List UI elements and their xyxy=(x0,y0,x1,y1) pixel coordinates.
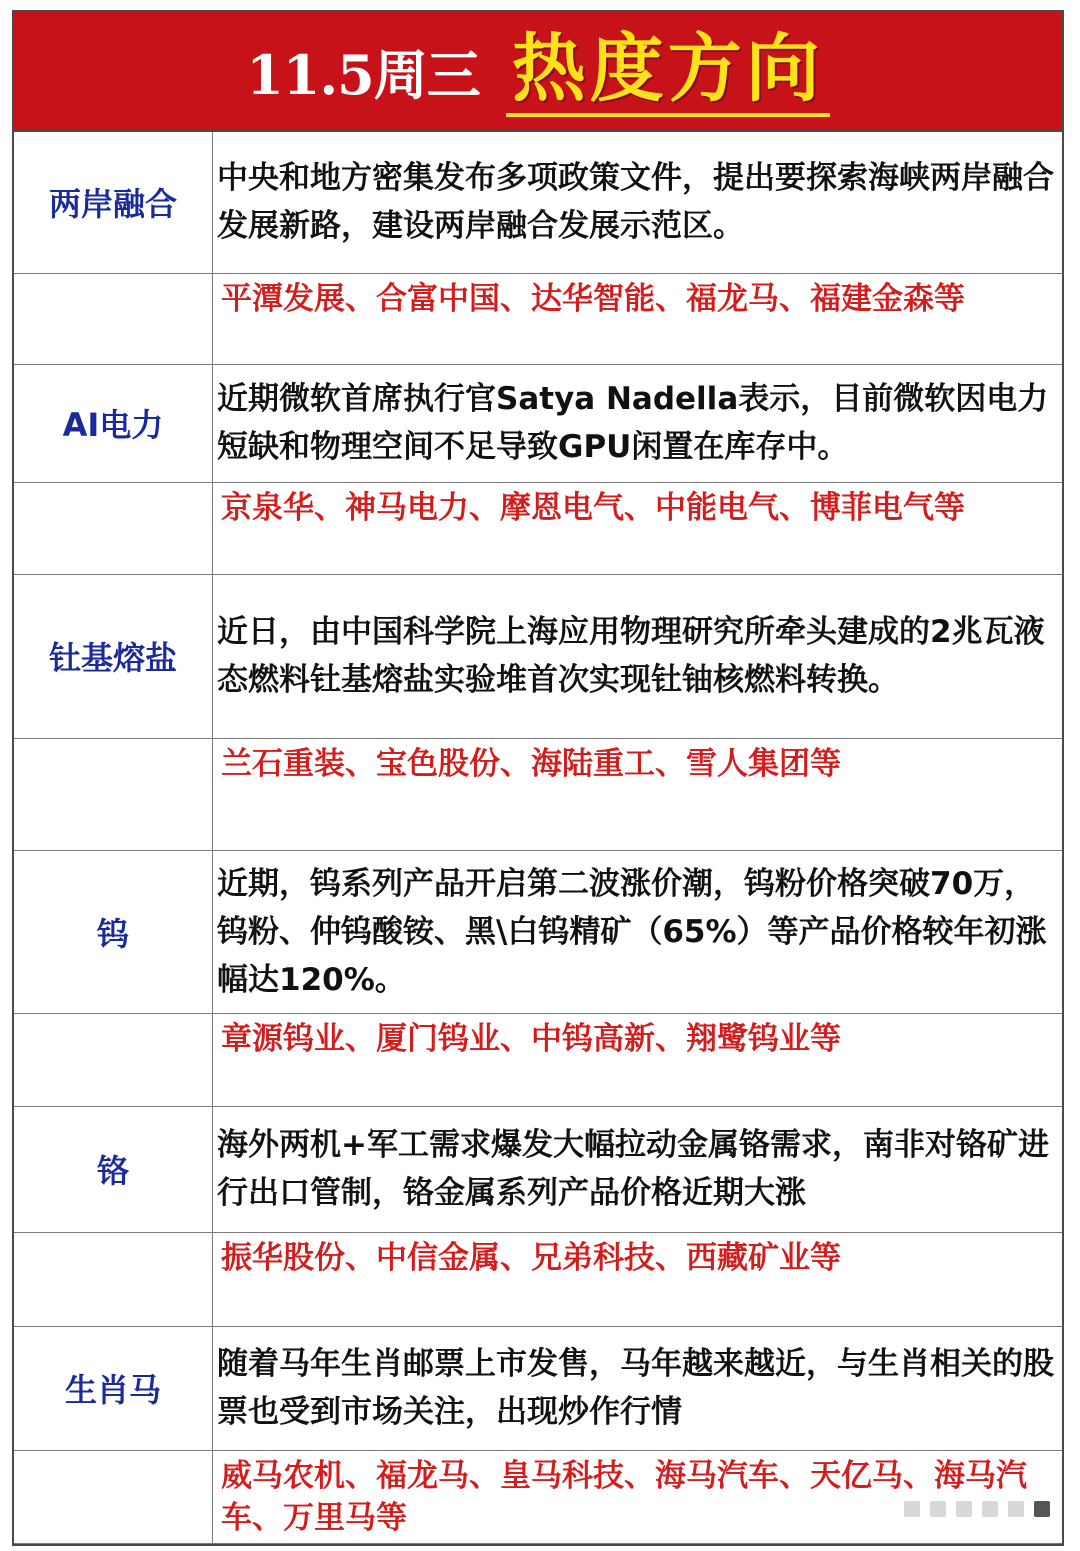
sector-row-desc xyxy=(14,132,1062,273)
watermark xyxy=(904,1501,1050,1517)
sector-row-desc xyxy=(14,850,1062,1013)
header-date: 11.5周三 xyxy=(246,42,480,107)
sector-description: 海外两机+军工需求爆发大幅拉动金属铬需求，南非对铬矿进行出口管制，铬金属系列产品价格近期大涨 xyxy=(213,1106,1063,1232)
sector-stocks: 京泉华、神马电力、摩恩电气、中能电气、博菲电气等 xyxy=(213,482,1063,574)
sector-label: 两岸融合 xyxy=(14,132,213,273)
sector-label: 钍基熔盐 xyxy=(14,574,213,738)
sector-row-stocks xyxy=(14,1013,1062,1106)
sector-row-desc xyxy=(14,1326,1062,1450)
sector-row-stocks xyxy=(14,738,1062,850)
sector-row-stocks xyxy=(14,1450,1062,1543)
sector-row-stocks xyxy=(14,482,1062,574)
watermark-dot xyxy=(1034,1501,1050,1517)
blank-cell xyxy=(14,1013,213,1106)
sector-stocks: 平潭发展、合富中国、达华智能、福龙马、福建金森等 xyxy=(213,273,1063,364)
blank-cell xyxy=(14,482,213,574)
sector-stocks: 章源钨业、厦门钨业、中钨高新、翔鹭钨业等 xyxy=(213,1013,1063,1106)
header-banner xyxy=(14,12,1062,132)
sector-description: 近期，钨系列产品开启第二波涨价潮，钨粉价格突破70万，钨粉、仲钨酸铵、黑\白钨精矿（65%）等产品价格较年初涨幅达120%。 xyxy=(213,850,1063,1013)
sector-label: 生肖马 xyxy=(14,1326,213,1450)
watermark-dot xyxy=(982,1501,998,1517)
sector-row-stocks xyxy=(14,1232,1062,1326)
sector-stocks: 兰石重装、宝色股份、海陆重工、雪人集团等 xyxy=(213,738,1063,850)
sectors-table xyxy=(14,132,1062,1544)
header-title: 热度方向 xyxy=(506,25,830,117)
sector-row-stocks xyxy=(14,273,1062,364)
blank-cell xyxy=(14,1232,213,1326)
watermark-dot xyxy=(930,1501,946,1517)
sector-description: 随着马年生肖邮票上市发售，马年越来越近，与生肖相关的股票也受到市场关注，出现炒作行情 xyxy=(213,1326,1063,1450)
hot-topics-sheet xyxy=(12,10,1064,1546)
watermark-dot xyxy=(956,1501,972,1517)
blank-cell xyxy=(14,273,213,364)
sector-label: 钨 xyxy=(14,850,213,1013)
sector-stocks: 振华股份、中信金属、兄弟科技、西藏矿业等 xyxy=(213,1232,1063,1326)
sector-row-desc xyxy=(14,1106,1062,1232)
sector-row-desc xyxy=(14,574,1062,738)
sector-label: 铬 xyxy=(14,1106,213,1232)
watermark-dot xyxy=(904,1501,920,1517)
blank-cell xyxy=(14,1450,213,1543)
sector-row-desc xyxy=(14,364,1062,482)
sector-stocks: 威马农机、福龙马、皇马科技、海马汽车、天亿马、海马汽车、万里马等 xyxy=(213,1450,1063,1543)
blank-cell xyxy=(14,738,213,850)
sector-description: 近日，由中国科学院上海应用物理研究所牵头建成的2兆瓦液态燃料钍基熔盐实验堆首次实现钍铀核燃料转换。 xyxy=(213,574,1063,738)
sector-description: 中央和地方密集发布多项政策文件，提出要探索海峡两岸融合发展新路，建设两岸融合发展示范区。 xyxy=(213,132,1063,273)
watermark-dot xyxy=(1008,1501,1024,1517)
sector-label: AI电力 xyxy=(14,364,213,482)
sector-description: 近期微软首席执行官Satya Nadella表示，目前微软因电力短缺和物理空间不足导致GPU闲置在库存中。 xyxy=(213,364,1063,482)
